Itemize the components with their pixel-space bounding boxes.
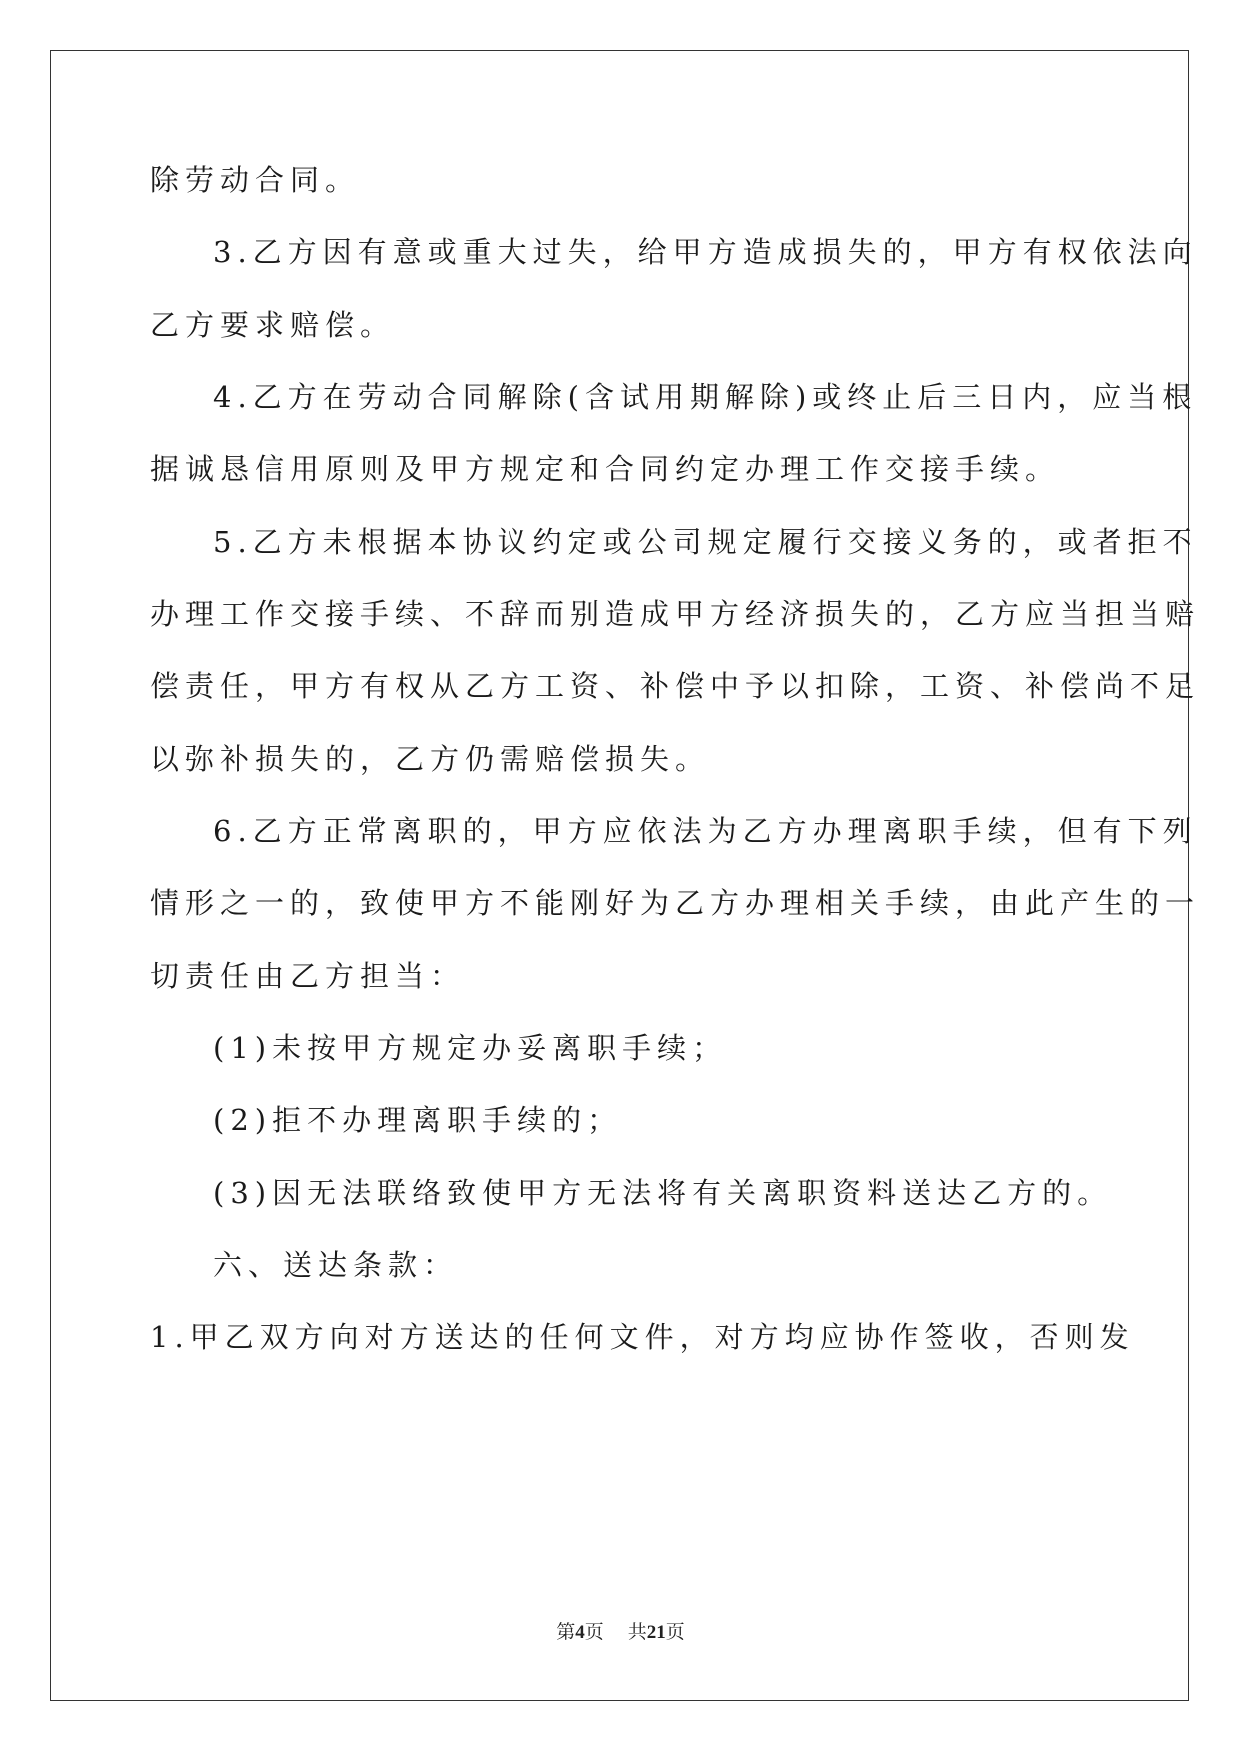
text-line: 办理工作交接手续、不辞而别造成甲方经济损失的，乙方应当担当赔 [150, 597, 1201, 631]
total-prefix: 共 [627, 1622, 647, 1643]
text-line: 偿责任，甲方有权从乙方工资、补偿中予以扣除，工资、补偿尚不足 [150, 669, 1201, 703]
list-item: (3)因无法联络致使甲方无法将有关离职资料送达乙方的。 [213, 1176, 1113, 1210]
total-suffix: 页 [665, 1622, 685, 1643]
text-line: 乙方要求赔偿。 [150, 308, 396, 342]
section-heading: 六、送达条款： [213, 1248, 459, 1282]
text-line: 除劳动合同。 [150, 163, 361, 197]
text-line: 6.乙方正常离职的，甲方应依法为乙方办理离职手续，但有下列 [213, 814, 1198, 848]
text-line: 5.乙方未根据本协议约定或公司规定履行交接义务的，或者拒不 [213, 525, 1198, 559]
text-line: 1.甲乙双方向对方送达的任何文件，对方均应协作签收，否则发 [150, 1320, 1135, 1354]
text-line: 3.乙方因有意或重大过失，给甲方造成损失的，甲方有权依法向 [213, 235, 1198, 269]
text-line: 据诚恳信用原则及甲方规定和合同约定办理工作交接手续。 [150, 452, 1061, 486]
text-line: 以弥补损失的，乙方仍需赔偿损失。 [150, 742, 711, 776]
page-footer [0, 1617, 1241, 1644]
text-line: 情形之一的，致使甲方不能刚好为乙方办理相关手续，由此产生的一 [150, 886, 1201, 920]
text-line: 切责任由乙方担当： [150, 959, 466, 993]
total-pages: 21 [646, 1622, 666, 1643]
list-item: (1)未按甲方规定办妥离职手续； [213, 1031, 728, 1065]
list-item: (2)拒不办理离职手续的； [213, 1103, 623, 1137]
page-suffix: 页 [584, 1622, 604, 1643]
page-prefix: 第 [556, 1622, 576, 1643]
text-line: 4.乙方在劳动合同解除(含试用期解除)或终止后三日内，应当根 [213, 380, 1198, 414]
page-number: 4 [575, 1622, 585, 1643]
page-border [50, 50, 1189, 1701]
